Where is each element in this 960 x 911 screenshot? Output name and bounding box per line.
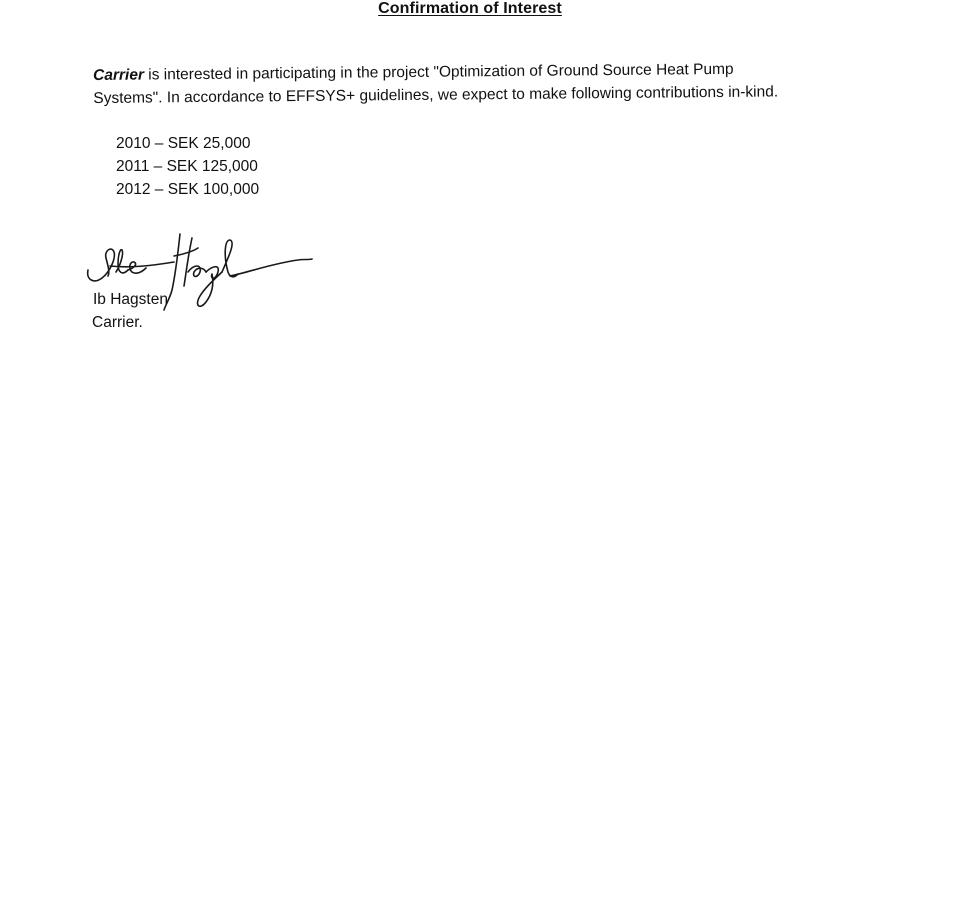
- contribution-item-2010: 2010 – SEK 25,000: [116, 135, 251, 152]
- contribution-list: [116, 132, 259, 201]
- contribution-item-2012: 2012 – SEK 100,000: [116, 181, 260, 198]
- signer-name: Ib Hagsten: [93, 291, 168, 308]
- paragraph-line-2: Systems". In accordance to EFFSYS+ guidelines, we expect to make following contributions in-kind.: [93, 83, 779, 107]
- paragraph-line-1: is interested in participating in the project "Optimization of Ground Source Heat Pump: [143, 60, 734, 84]
- interest-paragraph: [93, 57, 853, 110]
- signer-company: Carrier.: [92, 314, 143, 331]
- company-name: Carrier: [93, 66, 145, 84]
- page-title: Confirmation of Interest: [378, 0, 562, 17]
- contribution-item-2011: 2011 – SEK 125,000: [116, 158, 258, 175]
